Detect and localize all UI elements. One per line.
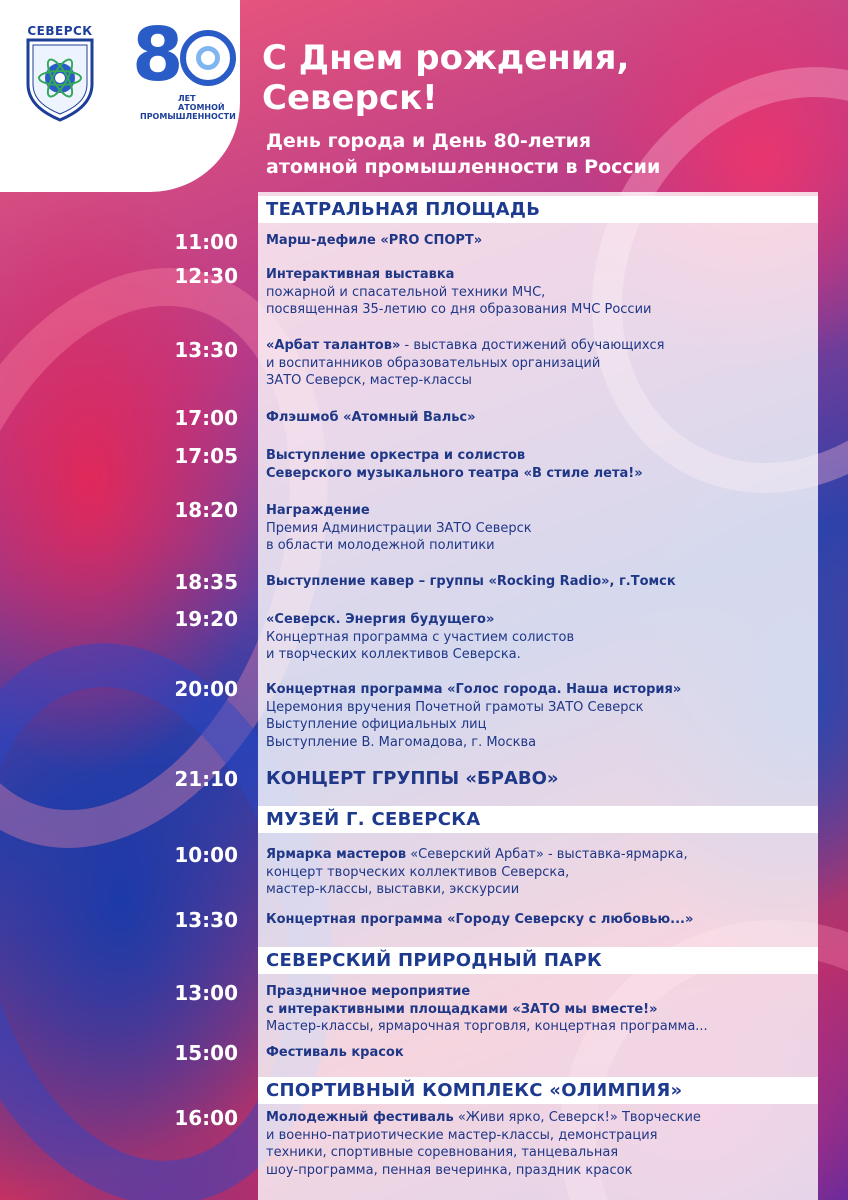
event-time: 19:20 [174,607,238,631]
logo-text-line: АТОМНОЙ [178,103,225,112]
page-title [262,38,822,118]
event-title: с интерактивными площадками «ЗАТО мы вместе!» [266,1001,658,1017]
event-detail: - выставка достижений обучающихся [400,338,665,353]
event-title: Интерактивная выставка [266,267,455,282]
event-detail: и воспитанников образовательных организаций [266,355,601,371]
event-detail: и творческих коллективов Северска. [266,647,521,662]
event-detail: и военно-патриотические мастер-классы, демонстрация [266,1127,658,1143]
logo-digit-eight: 8 [132,12,184,98]
logo-text-line: ЛЕТ [178,94,196,103]
event-description [266,611,818,664]
event-title: КОНЦЕРТ ГРУППЫ «БРАВО» [266,768,559,789]
event-detail: посвященная 35-летию со дня образования МЧС России [266,302,652,317]
event-description [266,573,818,591]
event-detail: Церемония вручения Почетной грамоты ЗАТО Северск [266,699,644,715]
title-line: С Днем рождения, [262,38,630,78]
event-time: 18:35 [174,570,238,594]
event-title: Выступление кавер – группы «Rocking Radio», г.Томск [266,574,676,589]
page-subtitle [266,128,826,180]
event-detail: Концертная программа с участием солистов [266,629,575,645]
event-time: 21:10 [174,767,238,791]
event-description [266,502,818,555]
event-detail: Выступление В. Магомадова, г. Москва [266,734,537,750]
event-title: Концертная программа «Голос города. Наша история» [266,682,682,697]
city-crest-logo [22,22,98,122]
event-detail: Мастер-классы, ярмарочная торговля, концертная программа... [266,1019,708,1034]
event-detail: «Живи ярко, Северск!» Творческие [453,1110,701,1125]
event-title: Ярмарка мастеров [266,847,407,862]
event-time: 17:00 [174,406,238,430]
event-description [266,1109,818,1179]
event-description [266,1044,818,1062]
event-title: Марш-дефиле «PRO СПОРТ» [266,233,483,248]
subtitle-line: День города и День 80-летия [266,130,592,152]
event-time: 16:00 [174,1106,238,1130]
event-title: Молодежный фестиваль [266,1110,454,1125]
header-logo-panel [0,0,240,192]
event-description [266,983,818,1036]
event-title: Праздничное мероприятие [266,984,471,999]
event-title: Выступление оркестра и солистов [266,448,526,463]
event-description [266,337,818,390]
logo-ring-icon [180,30,236,86]
event-detail: Премия Администрации ЗАТО Северск [266,520,532,536]
event-detail: пожарной и спасательной техники МЧС, [266,284,546,300]
event-detail: мастер-классы, выставки, экскурсии [266,882,520,897]
event-description [266,767,818,791]
event-time: 18:20 [174,498,238,522]
event-time: 15:00 [174,1041,238,1065]
title-line: Северск! [262,78,438,118]
event-description [266,911,818,929]
event-title: «Северск. Энергия будущего» [266,612,495,627]
event-detail: концерт творческих коллективов Северска, [266,864,570,880]
event-description [266,232,818,250]
event-time: 10:00 [174,843,238,867]
event-time: 17:05 [174,444,238,468]
section-header: ТЕАТРАЛЬНАЯ ПЛОЩАДЬ [258,196,818,223]
anniversary-80-logo [122,12,240,124]
event-title: Северского музыкального театра «В стиле лета!» [266,465,643,481]
event-description [266,681,818,751]
event-detail: шоу-программа, пенная вечеринка, праздник красок [266,1162,633,1178]
event-title: Награждение [266,503,370,518]
event-time: 13:30 [174,338,238,362]
event-title: «Арбат талантов» [266,338,401,353]
event-description [266,846,818,899]
event-description [266,266,818,319]
event-detail: в области молодежной политики [266,538,495,553]
section-header: СПОРТИВНЫЙ КОМПЛЕКС «ОЛИМПИЯ» [258,1077,818,1104]
event-detail: ЗАТО Северск, мастер-классы [266,373,472,388]
event-title: Концертная программа «Городу Северску с любовью...» [266,912,694,927]
event-detail: техники, спортивные соревнования, танцевальная [266,1145,619,1160]
crest-label: СЕВЕРСК [27,24,93,38]
event-detail: «Северский Арбат» - выставка-ярмарка, [406,847,688,862]
event-detail: Выступление официальных лиц [266,717,487,732]
section-header: СЕВЕРСКИЙ ПРИРОДНЫЙ ПАРК [258,947,818,974]
subtitle-line: атомной промышленности в России [266,156,661,178]
event-time: 13:00 [174,981,238,1005]
event-time: 12:30 [174,264,238,288]
event-title: Флэшмоб «Атомный Вальс» [266,410,476,425]
event-time: 11:00 [174,230,238,254]
section-header: МУЗЕЙ Г. СЕВЕРСКА [258,806,818,833]
event-time: 13:30 [174,908,238,932]
event-title: Фестиваль красок [266,1045,404,1060]
event-description [266,409,818,427]
event-time: 20:00 [174,677,238,701]
event-description [266,447,818,482]
logo-text-line: ПРОМЫШЛЕННОСТИ [140,112,236,121]
